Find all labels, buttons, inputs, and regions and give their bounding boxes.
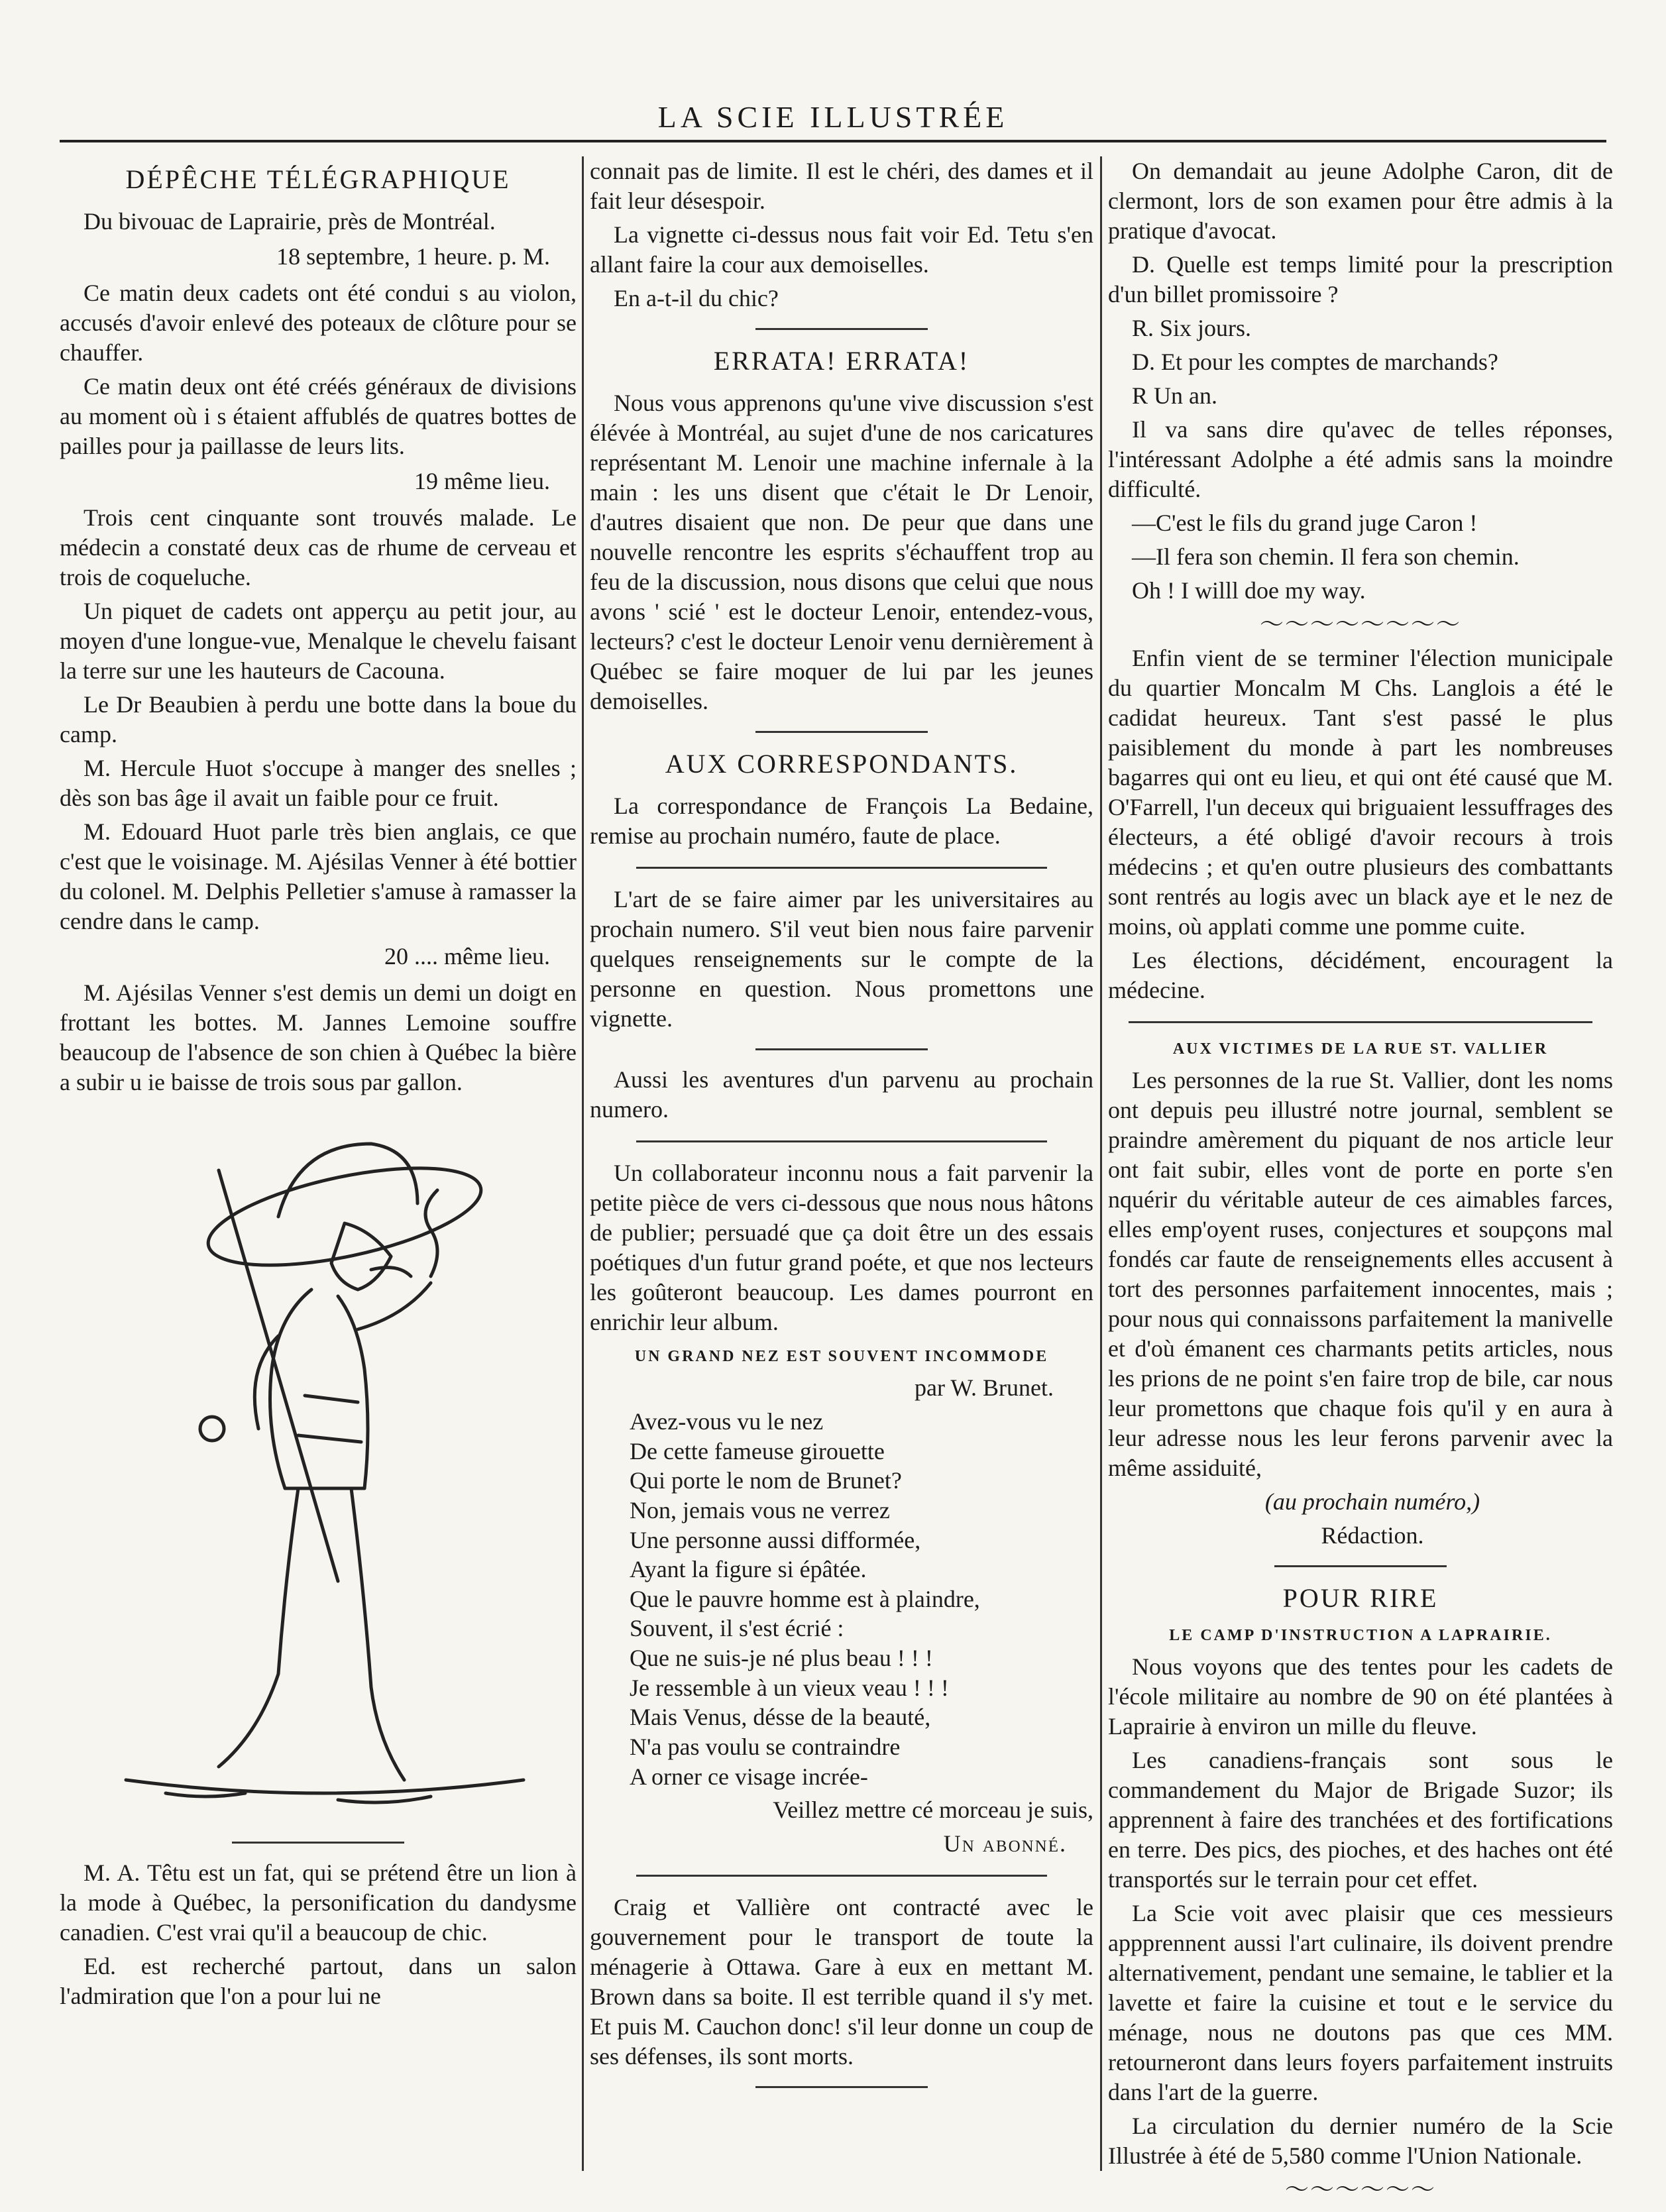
heading-errata: ERRATA! ERRATA! — [713, 346, 970, 376]
poem-line: Que ne suis-je né plus beau ! ! ! — [630, 1645, 933, 1671]
paragraph: La vignette ci-dessus nous fait voir Ed. Tetu s'en allant faire la cour aux demoiselles. — [590, 221, 1093, 278]
section-rule — [755, 328, 928, 330]
paragraph: connait pas de limite. Il est le chéri, des dames et il fait leur désespoir. — [590, 158, 1093, 214]
signature: Rédaction. — [1321, 1522, 1424, 1549]
paragraph: En a-t-il du chic? — [614, 285, 779, 311]
column-divider — [1100, 156, 1102, 2171]
section-rule — [755, 2086, 928, 2088]
paragraph: Oh ! I willl doe my way. — [1132, 577, 1366, 604]
section-rule — [232, 1842, 404, 1844]
paragraph: L'art de se faire aimer par les universitaires au prochain numero. S'il veut bien nous faire parvenir quelques renseignements sur le compte de la personne en question. Nous promettons une vignette. — [590, 886, 1093, 1032]
poem-line: A orner ce visage incrée- — [630, 1763, 868, 1790]
poem-line: Non, jemais vous ne verrez — [630, 1496, 890, 1523]
paragraph: Les élections, décidément, encouragent la médecine. — [1108, 947, 1613, 1003]
paragraph: Le Dr Beaubien à perdu une botte dans la boue du camp. — [60, 691, 577, 747]
answer: R. Six jours. — [1132, 315, 1252, 341]
masthead: LA SCIE ILLUSTRÉE — [60, 99, 1606, 142]
paragraph: M. Edouard Huot parle très bien anglais, ce que c'est que le voisinage. M. Ajésilas Venner à été bottier du colonel. M. Delphis Pelletier s'amuse à ramasser la cendre dans le camp. — [60, 818, 577, 934]
section-rule — [636, 1875, 1047, 1877]
question: D. Quelle est temps limité pour la prescription d'un billet promissoire ? — [1108, 251, 1613, 307]
poem-line: Avez-vous vu le nez — [630, 1408, 824, 1435]
poem-line: Une personne aussi difformée, — [630, 1526, 921, 1553]
poem-line: Mais Venus, désse de la beauté, — [630, 1704, 931, 1731]
paragraph: —Il fera son chemin. Il fera son chemin. — [1132, 543, 1520, 570]
section-rule — [1129, 1021, 1592, 1023]
poem-line: De cette fameuse girouette — [630, 1437, 885, 1465]
paragraph: M. A. Têtu est un fat, qui se prétend être un lion à la mode à Québec, la personification du dandysme canadien. C'est vrai qu'il a beaucoup de chic. — [60, 1859, 577, 1946]
paragraph: M. Hercule Huot s'occupe à manger des snelles ; dès son bas âge il avait un faible pour ce fruit. — [60, 755, 577, 811]
poem-title: UN GRAND NEZ EST SOUVENT INCOMMODE — [634, 1348, 1049, 1365]
paragraph: Il va sans dire qu'avec de telles réponses, l'intéressant Adolphe a été admis sans la moindre difficulté. — [1108, 416, 1613, 502]
poem-line: Je ressemble à un vieux veau ! ! ! — [630, 1674, 949, 1701]
caricature-illustration — [60, 1117, 577, 1827]
poem-line: Ayant la figure si épâtée. — [630, 1556, 867, 1583]
paragraph: Les canadiens-français sont sous le commandement du Major de Brigade Suzor; ils apprennent à faire des tranchées et des fortifications en terre. Des pics, des pioches, et des haches ont été transportés sur le terrain pour cet effet. — [1108, 1747, 1613, 1893]
caricature-drawing — [60, 1117, 577, 1820]
heading-correspondants: AUX CORRESPONDANTS. — [665, 749, 1019, 779]
poem-author: par W. Brunet. — [915, 1374, 1054, 1401]
paragraph: Aussi les aventures d'un parvenu au prochain numero. — [590, 1066, 1093, 1123]
paragraph: Un piquet de cadets ont apperçu au petit jour, au moyen d'une longue-vue, Menalque le chevelu faisant la terre sur une les hauteurs de Cacouna. — [60, 598, 577, 684]
section-rule — [636, 867, 1047, 869]
dateline: 20 .... même lieu. — [384, 943, 550, 969]
paragraph: Les personnes de la rue St. Vallier, dont les noms ont depuis peu illustré notre journal, semblent se praindre amèrement du piquant de nos article leur ont fait subir, elles vont de porte en porte s'en nquérir du véritable auteur de ces aimables farces, elles emp'oyent ruses, conjectures et soupçons mal fondés car faute de renseignements elles accusent à tort des personnes parfaitement innocentes, mais ; pour nous qui connaissons parfaitement la manivelle et d'où émanent ces charmants petits articles, nous les prions de ne point s'en faire trop de bile, car nous leur promettons que chaque fois qu'il y en aura à leur adresse nous les leur ferons parvenir avec la même assiduité, — [1108, 1067, 1613, 1481]
poem-line: Qui porte le nom de Brunet? — [630, 1467, 902, 1494]
wave-ornament: ～～～～～～～～ — [1259, 611, 1461, 637]
wave-ornament: ～～～～～～ — [1284, 2176, 1436, 2203]
note: (au prochain numéro,) — [1264, 1488, 1480, 1515]
paragraph: On demandait au jeune Adolphe Caron, dit de clermont, lors de son examen pour être admis à la pratique d'avocat. — [1108, 158, 1613, 244]
paragraph: Enfin vient de se terminer l'élection municipale du quartier Moncalm M Chs. Langlois a été le cadidat heureux. Tant s'est passé le plus paisiblement du monde à part les nombreuses bagarres qui ont eu lieu, et qui ont été causé que M. O'Farrell, l'un deceux qui briguaient lessuffrages des électeurs, a été obligé d'avoir recours à trois médecins ; et qu'en outre plusieurs des combattants sont rentrés au logis avec un black aye et le nez de moins, où applati comme une pomme cuite. — [1108, 645, 1613, 940]
question: D. Et pour les comptes de marchands? — [1132, 349, 1498, 375]
poem-line: Que le pauvre homme est à plaindre, — [630, 1585, 980, 1612]
poem — [630, 1407, 1093, 1791]
signature: Un abonné. — [943, 1830, 1067, 1857]
section-rule — [755, 731, 928, 733]
paragraph: Ed. est recherché partout, dans un salon l'admiration que l'on a pour lui ne — [60, 1953, 577, 2009]
heading-pour-rire: POUR RIRE — [1282, 1583, 1439, 1613]
paragraph: M. Ajésilas Venner s'est demis un demi un doigt en frottant les bottes. M. Jannes Lemoine souffre beaucoup de l'absence de son chien à Québec la bière a subir u ie baisse de trois sous par gallon. — [60, 979, 577, 1095]
dateline: 18 septembre, 1 heure. p. M. — [276, 243, 550, 270]
dateline: 19 même lieu. — [414, 468, 550, 494]
section-rule — [755, 1048, 928, 1050]
paragraph: La circulation du dernier numéro de la Scie Illustrée à été de 5,580 comme l'Union Nationale. — [1108, 2113, 1613, 2169]
paragraph: Ce matin deux cadets ont été condui s au violon, accusés d'avoir enlevé des poteaux de clôture pour se chauffer. — [60, 280, 577, 366]
paragraph: Nous vous apprenons qu'une vive discussion s'est élévée à Montréal, au sujet d'une de nos caricatures représentant M. Lenoir une machine infernale à la main : les uns disent que c'était le Dr Lenoir, d'autres disaient que non. De peur que dans une nouvelle rencontre les esprits s'échauffent trop au feu de la discussion, nous disons que celui que nous avons ' scié ' est le docteur Lenoir, entendez-vous, lecteurs? c'est le docteur Lenoir venu dernièrement à Québec se faire moquer de lui par les jeunes demoiselles. — [590, 390, 1093, 714]
paragraph: Un collaborateur inconnu nous a fait parvenir la petite pièce de vers ci-dessous que nous nous hâtons de publier; persuadé que ça doit être un des essais poétiques d'un futur grand poéte, et que nos lecteurs les goûteront beaucoup. Les dames pourront en enrichir leur album. — [590, 1160, 1093, 1335]
paragraph: —C'est le fils du grand juge Caron ! — [1132, 510, 1478, 536]
column-3 — [1108, 156, 1613, 2209]
heading-camp: LE CAMP D'INSTRUCTION A LAPRAIRIE. — [1169, 1627, 1552, 1644]
answer: R Un an. — [1132, 382, 1217, 409]
paragraph: La Scie voit avec plaisir que ces messieurs appprennent aussi l'art culinaire, ils doivent prendre alternativement, pendant une semaine, le tablier et la lavette et faire la cuisine et tout e le service du ménage, nous ne doutons pas que ces MM. retourneront dans leurs foyers parfaitement instruits dans l'art de la guerre. — [1108, 1900, 1613, 2105]
section-rule — [1274, 1565, 1447, 1567]
heading-victimes: AUX VICTIMES DE LA RUE ST. VALLIER — [1172, 1040, 1549, 1058]
paragraph: Nous voyons que des tentes pour les cadets de l'école militaire au nombre de 90 on été plantées à Laprairie à environ un mille du fleuve. — [1108, 1653, 1613, 1740]
column-2 — [590, 156, 1093, 2103]
paragraph: Du bivouac de Laprairie, près de Montréal. — [83, 208, 496, 235]
paragraph: La correspondance de François La Bedaine, remise au prochain numéro, faute de place. — [590, 793, 1093, 849]
paragraph: Craig et Vallière ont contracté avec le gouvernement pour le transport de toute la ménagerie à Ottawa. Gare à eux en mettant M. Brown dans sa boite. Il est terrible quand il s'y met. Et puis M. Cauchon donc! s'il leur donne un coup de ses défenses, ils sont morts. — [590, 1894, 1093, 2070]
heading-depeche: DÉPÊCHE TÉLÉGRAPHIQUE — [125, 164, 511, 194]
poem-line: Souvent, il s'est écrié : — [630, 1615, 844, 1642]
column-divider — [582, 156, 584, 2171]
section-rule — [636, 1140, 1047, 1142]
paragraph: Ce matin deux ont été créés généraux de divisions au moment où i s étaient affublés de quatres bottes de pailles pour ja paillasse de leurs lits. — [60, 373, 577, 459]
poem-line: N'a pas voulu se contraindre — [630, 1733, 901, 1760]
paragraph: Trois cent cinquante sont trouvés malade. Le médecin a constaté deux cas de rhume de cerveau et trois de coqueluche. — [60, 504, 577, 590]
column-1 — [60, 156, 577, 2015]
poem-note: Veillez mettre cé morceau je suis, — [773, 1797, 1093, 1824]
